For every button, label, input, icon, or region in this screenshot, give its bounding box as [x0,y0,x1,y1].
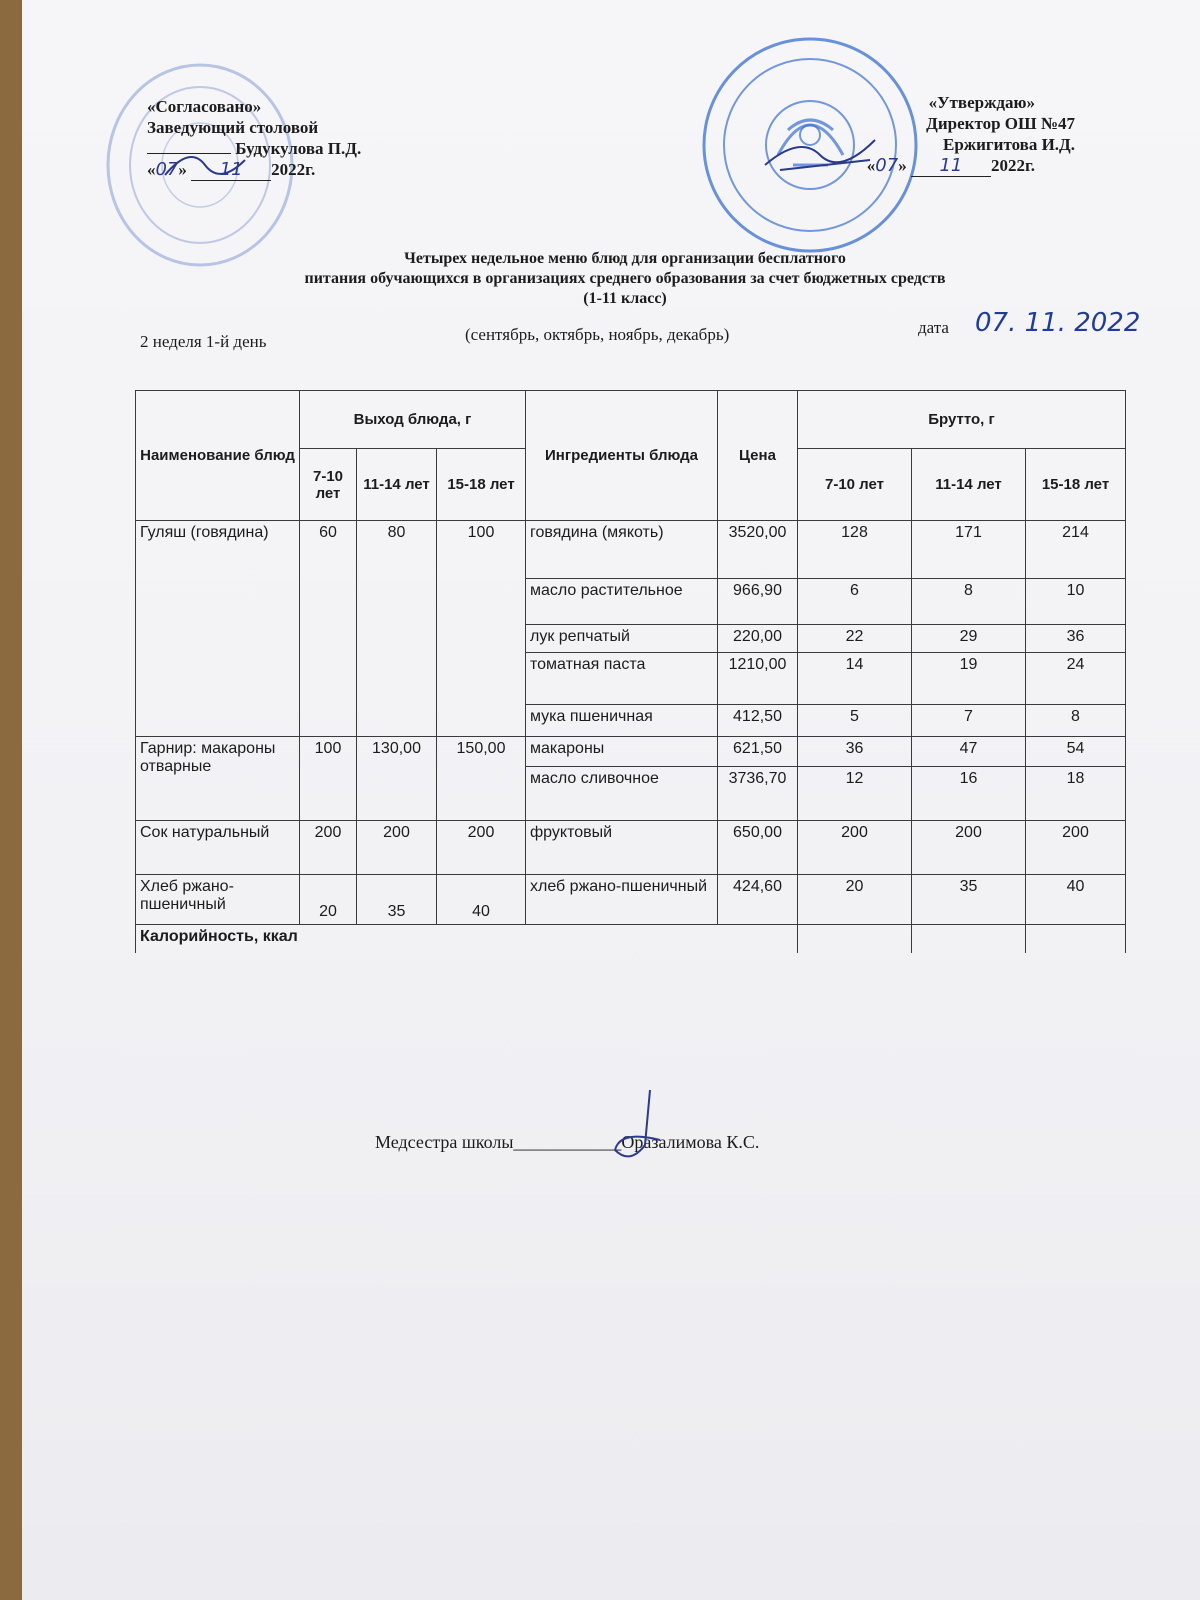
brutto-7-10: 22 [798,625,912,653]
dish-name: Хлеб ржано-пшеничный [136,875,300,925]
nurse-signature [375,1132,759,1153]
dish-out-11-14: 130,00 [357,737,437,821]
ingredient-name: хлеб ржано-пшеничный [526,875,718,925]
approval-right-year: 2022г. [990,156,1035,175]
header-age-15-18: 15-18 лет [437,449,526,521]
approval-left-title: «Согласовано» [147,97,262,116]
nurse-name: Оразалимова К.С. [621,1132,760,1152]
title-line-1: Четырех недельное меню блюд для организации бесплатного [404,250,846,267]
document-title [175,249,1075,309]
approval-left-name: Будукулова П.Д. [235,139,362,158]
dish-out-11-14: 80 [357,521,437,737]
brutto-11-14: 47 [912,737,1026,767]
header-price: Цена [718,391,798,521]
dish-out-15-18: 100 [437,521,526,737]
ingredient-price: 424,60 [718,875,798,925]
ingredient-price: 966,90 [718,579,798,625]
calories-7-10 [798,925,912,954]
brutto-11-14: 16 [912,767,1026,821]
approval-left-day: 07 [155,159,179,180]
brutto-11-14: 7 [912,705,1026,737]
dish-name: Сок натуральный [136,821,300,875]
brutto-15-18: 8 [1026,705,1126,737]
brutto-11-14: 19 [912,653,1026,705]
ingredient-name: масло сливочное [526,767,718,821]
table-row [136,821,1126,875]
brutto-15-18: 200 [1026,821,1126,875]
ingredient-name: томатная паста [526,653,718,705]
ingredient-price: 412,50 [718,705,798,737]
brutto-7-10: 12 [798,767,912,821]
brutto-11-14: 200 [912,821,1026,875]
dish-out-7-10: 200 [300,821,357,875]
approval-right-month: 11 [911,155,991,177]
months: (сентябрь, октябрь, ноябрь, декабрь) [465,325,730,344]
dish-out-11-14: 35 [357,875,437,925]
left-signature-mark [160,140,250,190]
brutto-15-18: 24 [1026,653,1126,705]
approval-left-year: 2022г. [271,160,316,179]
title-line-3: (1-11 класс) [583,290,667,307]
table-row [136,737,1126,767]
header-dish: Наименование блюд [136,391,300,521]
menu-table [135,390,1126,953]
calories-15-18 [1026,925,1126,954]
ingredient-price: 1210,00 [718,653,798,705]
quote-open: « [147,160,156,179]
week-day: 2 неделя 1-й день [140,332,267,351]
dish-out-11-14: 200 [357,821,437,875]
calories-label: Калорийность, ккал [136,925,798,954]
approval-right-day: 07 [875,155,899,176]
ingredient-name: масло растительное [526,579,718,625]
approval-left-month: 11 [191,159,271,181]
brutto-15-18: 18 [1026,767,1126,821]
ingredient-price: 3520,00 [718,521,798,579]
header-ingredients: Ингредиенты блюда [526,391,718,521]
approval-right-position: Директор ОШ №47 [926,114,1075,133]
ingredient-name: мука пшеничная [526,705,718,737]
brutto-11-14: 35 [912,875,1026,925]
right-signature-mark [760,125,880,180]
ingredient-price: 3736,70 [718,767,798,821]
ingredient-name: макароны [526,737,718,767]
brutto-7-10: 20 [798,875,912,925]
nurse-label: Медсестра школы [375,1132,514,1152]
brutto-7-10: 5 [798,705,912,737]
brutto-15-18: 10 [1026,579,1126,625]
header-brutto-11-14: 11-14 лет [912,449,1026,521]
brutto-15-18: 36 [1026,625,1126,653]
approval-right-name: Ержигитова И.Д. [943,135,1075,154]
ingredient-price: 621,50 [718,737,798,767]
brutto-7-10: 128 [798,521,912,579]
brutto-11-14: 29 [912,625,1026,653]
quote-close: » [178,160,187,179]
dish-out-15-18: 150,00 [437,737,526,821]
table-row [136,521,1126,579]
header-brutto-7-10: 7-10 лет [798,449,912,521]
brutto-15-18: 40 [1026,875,1126,925]
table-row [136,875,1126,925]
dish-out-15-18: 200 [437,821,526,875]
header-brutto: Брутто, г [798,391,1126,449]
quote-close: » [898,156,907,175]
calories-11-14 [912,925,1026,954]
approval-left-position: Заведующий столовой [147,118,319,137]
dish-out-7-10: 60 [300,521,357,737]
ingredient-price: 650,00 [718,821,798,875]
dish-out-15-18: 40 [437,875,526,925]
dish-name: Гуляш (говядина) [136,521,300,737]
header-brutto-15-18: 15-18 лет [1026,449,1126,521]
brutto-7-10: 36 [798,737,912,767]
dish-name: Гарнир: макароны отварные [136,737,300,821]
dish-out-7-10: 20 [300,875,357,925]
approval-right-title: «Утверждаю» [928,93,1035,112]
brutto-11-14: 8 [912,579,1026,625]
dish-out-7-10: 100 [300,737,357,821]
nurse-signature-mark [600,1085,680,1175]
title-line-2: питания обучающихся в организациях среднего образования за счет бюджетных средств [304,270,946,287]
brutto-7-10: 200 [798,821,912,875]
header-age-7-10: 7-10 лет [300,449,357,521]
brutto-7-10: 6 [798,579,912,625]
ingredient-price: 220,00 [718,625,798,653]
header-age-11-14: 11-14 лет [357,449,437,521]
calories-row [136,925,1126,954]
brutto-7-10: 14 [798,653,912,705]
quote-open: « [866,156,876,175]
ingredient-name: лук репчатый [526,625,718,653]
ingredient-name: говядина (мякоть) [526,521,718,579]
brutto-11-14: 171 [912,521,1026,579]
ingredient-name: фруктовый [526,821,718,875]
header-output: Выход блюда, г [300,391,526,449]
date-value: 07. 11. 2022 [975,308,1141,338]
nurse-signature-line: ____________ [513,1132,622,1152]
date-label: дата [918,318,949,337]
brutto-15-18: 54 [1026,737,1126,767]
brutto-15-18: 214 [1026,521,1126,579]
